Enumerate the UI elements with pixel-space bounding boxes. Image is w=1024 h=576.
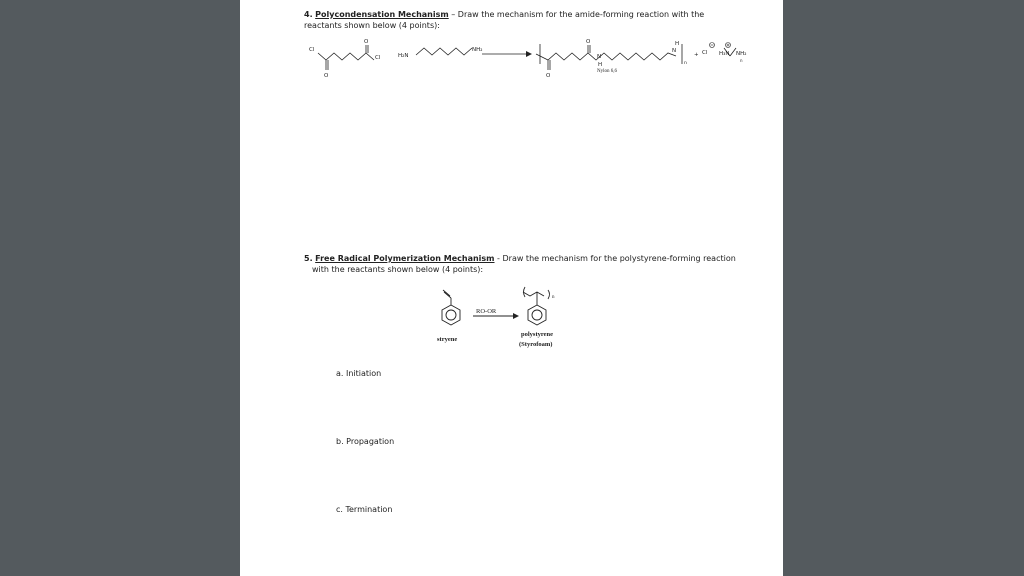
question-4-heading xyxy=(304,9,704,31)
question-5-text-line2: with the reactants shown below (4 points): xyxy=(312,265,484,274)
polystyrene-label: polystyrene xyxy=(521,331,554,338)
polystyrene-molecule xyxy=(523,287,550,325)
question-4-text-line2: reactants shown below (4 points): xyxy=(304,21,440,30)
question-5-title: Free Radical Polymerization Mechanism xyxy=(315,254,495,263)
product-h-end: H xyxy=(675,41,680,47)
question-5-heading xyxy=(304,253,736,275)
reactant-1-cl-right: Cl xyxy=(375,55,381,61)
byproduct-plus: + xyxy=(694,52,699,58)
question-5-text-line1: - Draw the mechanism for the polystyrene-forming reaction xyxy=(494,254,736,263)
subpart-propagation: b. Propagation xyxy=(336,437,395,446)
reactant-2-chain xyxy=(416,48,472,55)
radical-polymerization-scheme xyxy=(425,282,585,352)
question-4-title: Polycondensation Mechanism xyxy=(315,10,449,19)
product-o-top: O xyxy=(586,39,591,45)
product-n-end: N xyxy=(672,48,677,54)
polymerization-arrowhead xyxy=(513,313,519,319)
reactant-1-cl-left: Cl xyxy=(309,47,315,53)
reaction-arrowhead xyxy=(526,51,532,57)
styrene-label: stryene xyxy=(437,336,458,343)
question-4-number: 4. xyxy=(304,10,313,19)
reactant-1-chain xyxy=(318,53,374,60)
styrene-molecule xyxy=(442,290,460,325)
byproduct-subscript-n: n xyxy=(740,58,743,63)
product-h-mid: H xyxy=(598,62,603,68)
byproduct-nh2: NH₂ xyxy=(736,51,747,57)
reactant-2-nh2: NH₂ xyxy=(472,47,483,53)
byproduct-positive-charge xyxy=(726,43,731,48)
styrofoam-label: (Styrofoam) xyxy=(519,341,553,348)
product-o-bottom: O xyxy=(546,73,551,79)
byproduct-chloride: Cl xyxy=(702,50,708,56)
reactant-1-o-bottom: O xyxy=(324,73,329,79)
subpart-termination: c. Termination xyxy=(336,505,393,514)
initiator-label: RO-OR xyxy=(476,308,497,315)
polystyrene-subscript-n: n xyxy=(552,295,555,300)
product-n-mid: N xyxy=(597,54,602,60)
question-5-number: 5. xyxy=(304,254,313,263)
reactant-1-o-top: O xyxy=(364,39,369,45)
product-subscript-n: n xyxy=(684,61,687,66)
product-chain xyxy=(536,53,676,60)
reactant-2-h2n: H₂N xyxy=(398,53,409,59)
question-4-text-line1: – Draw the mechanism for the amide-forming reaction with the xyxy=(448,10,705,19)
nylon-label: Nylon 6,6 xyxy=(597,69,617,74)
subpart-initiation: a. Initiation xyxy=(336,369,382,378)
document-page xyxy=(240,0,783,576)
polycondensation-scheme xyxy=(300,34,750,84)
byproduct-negative-charge xyxy=(710,43,715,48)
byproduct-h3n: H₃N xyxy=(719,51,730,57)
